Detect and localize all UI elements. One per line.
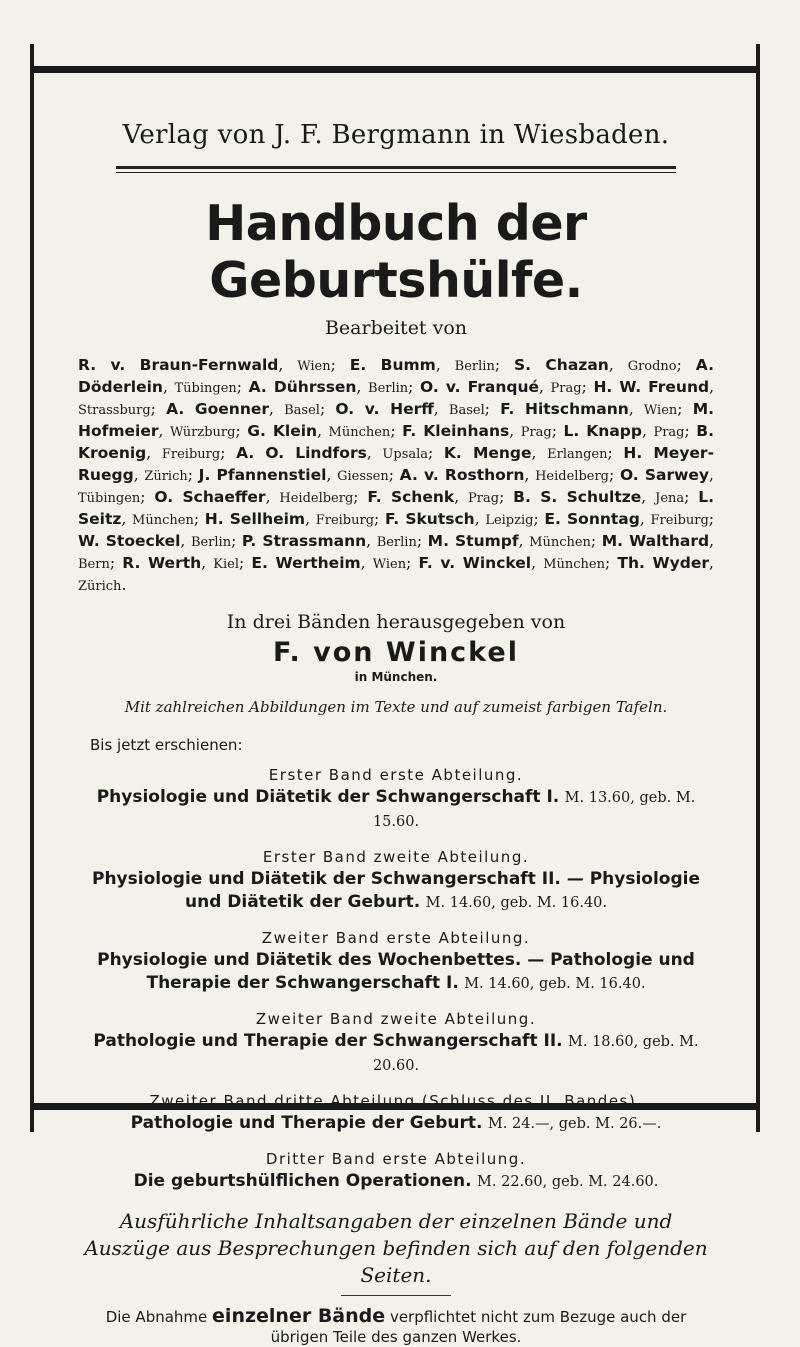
contributor-place: Berlin xyxy=(368,381,409,396)
contributor-name: M. Stumpf xyxy=(427,532,519,550)
contributor-name: E. Sonntag xyxy=(544,510,640,528)
contributor-name: B. S. Schultze xyxy=(513,488,642,506)
volume-price: M. 22.60, geb. M. 24.60. xyxy=(477,1174,659,1190)
contributor-place: Berlin xyxy=(376,535,417,550)
contributor-place: Freiburg xyxy=(161,447,221,462)
frame-top-border xyxy=(30,66,760,73)
volume-entry xyxy=(78,1112,714,1136)
contributor-name: R. Werth xyxy=(122,554,202,572)
volume-price: M. 14.60, geb. M. 16.40. xyxy=(425,895,607,911)
contributor-place: Berlin xyxy=(454,359,495,374)
frame-right-border xyxy=(756,66,760,1110)
double-rule-divider xyxy=(116,166,676,173)
volume-entry xyxy=(78,1030,714,1078)
contributor-name: J. Pfannenstiel xyxy=(198,466,327,484)
volume-label: Erster Band erste Abteilung. xyxy=(268,766,524,784)
contributor-name: L. Knapp xyxy=(563,422,642,440)
footer-note xyxy=(78,1306,714,1347)
contributor-place: Erlangen xyxy=(547,447,608,462)
contributor-place: Wien xyxy=(372,557,407,572)
contributor-place: Freiburg xyxy=(315,513,375,528)
contributor-name: R. v. Braun-Fernwald xyxy=(78,356,279,374)
contributor-place: Würzburg xyxy=(169,425,236,440)
contributors-list: R. v. Braun-Fernwald, Wien; E. Bumm, Berlin; S. Chazan, Grodno; A. Döderlein, Tübingen; A. Dührssen, Berlin; O. v. Franqué, Prag; H. W. Freund, Strassburg; A. Goenner, Basel; O. v. Herff, Basel; F. Hitschmann, Wien; M. Hofmeier, Würzburg; G. Klein, München; F. Kleinhans, Prag; L. Knapp, Prag; B. Kroenig, Freiburg; A. O. Lindfors, Upsala; K. Menge, Erlangen; H. Meyer-Ruegg, Zürich; J. Pfannenstiel, Giessen; A. v. Rosthorn, Heidelberg; O. Sarwey, Tübingen; O. Schaeffer, Heidelberg; F. Schenk, Prag; B. S. Schultze, Jena; L. Seitz, München; H. Sellheim, Freiburg; F. Skutsch, Leipzig; E. Sonntag, Freiburg; W. Stoeckel, Berlin; P. Strassmann, Berlin; M. Stumpf, München; M. Walthard, Bern; R. Werth, Kiel; E. Wertheim, Wien; F. v. Winckel, München; Th. Wyder, Zürich. xyxy=(78,356,715,594)
contributor-place: Zürich xyxy=(78,579,122,594)
editor-place: in München. xyxy=(354,670,438,684)
volume-label: Zweiter Band erste Abteilung. xyxy=(261,929,531,947)
contributor-name: A. Goenner xyxy=(166,400,270,418)
contributor-place: Leipzig xyxy=(485,513,534,528)
volume-label: Dritter Band erste Abteilung. xyxy=(265,1150,527,1168)
contributor-name: O. v. Franqué xyxy=(420,378,539,396)
contributor-place: Kiel xyxy=(213,557,239,572)
short-rule-divider xyxy=(341,1295,451,1296)
contributor-place: Giessen xyxy=(337,469,389,484)
contributor-name: S. Chazan xyxy=(513,356,609,374)
contributor-name: F. v. Winckel xyxy=(418,554,532,572)
contributor-place: Prag xyxy=(468,491,500,506)
contributor-place: Strassburg xyxy=(78,403,151,418)
contributor-name: W. Stoeckel xyxy=(78,532,181,550)
contents-note: Ausführliche Inhaltsangaben der einzelnen Bände und Auszüge aus Besprechungen befinden sich auf den folgenden Seiten. xyxy=(84,1209,708,1287)
footer-post: verpflichtet nicht zum Bezuge auch der übrigen Teile des ganzen Werkes. xyxy=(270,1308,687,1346)
volume-entry xyxy=(78,949,714,996)
contributor-place: München xyxy=(543,557,605,572)
corner-mark xyxy=(30,1108,34,1132)
contributor-name: K. Menge xyxy=(443,444,532,462)
contributor-place: Freiburg xyxy=(650,513,709,528)
advertisement-page xyxy=(78,120,714,1347)
contributor-place: Prag xyxy=(550,381,582,396)
volume-title: Physiologie und Diätetik des Wochenbettes. — Pathologie und Therapie der Schwangerschaft I. xyxy=(97,950,695,993)
contributor-place: Prag xyxy=(520,425,552,440)
editor-intro: In drei Bänden herausgegeben von xyxy=(226,611,566,633)
volume-title: Die geburtshülflichen Operationen. xyxy=(133,1171,472,1191)
contributor-name: M. Hofmeier xyxy=(78,400,714,440)
volume-title: Pathologie und Therapie der Schwangerschaft II. xyxy=(93,1031,563,1051)
contributor-place: München xyxy=(328,425,391,440)
contributor-name: L. Seitz xyxy=(78,488,715,528)
contributor-name: F. Kleinhans xyxy=(402,422,510,440)
volume-price: M. 13.60, geb. M. 15.60. xyxy=(372,790,696,830)
contributor-place: Jena xyxy=(655,491,685,506)
contributor-name: G. Klein xyxy=(247,422,318,440)
contributor-name: O. Sarwey xyxy=(619,466,710,484)
contributor-name: B. Kroenig xyxy=(78,422,714,462)
volume-entry xyxy=(78,868,714,915)
contributor-name: A. Döderlein xyxy=(78,356,714,396)
volume-title: Pathologie und Therapie der Geburt. xyxy=(130,1113,483,1133)
book-title: Handbuch der Geburtshülfe. xyxy=(205,195,587,309)
volumes-list xyxy=(78,766,714,1194)
volume-entry xyxy=(78,1170,714,1194)
contributor-name: P. Strassmann xyxy=(241,532,367,550)
contributor-place: Heidelberg xyxy=(535,469,610,484)
contributor-place: München xyxy=(529,535,591,550)
subtitle: Bearbeitet von xyxy=(324,317,468,339)
published-so-far-heading: Bis jetzt erschienen: xyxy=(90,736,243,754)
contributor-place: Wien xyxy=(643,403,678,418)
volume-title: Physiologie und Diätetik der Schwangerschaft II. — Physiologie und Diätetik der Geburt. xyxy=(92,869,700,912)
contributor-place: Wien xyxy=(297,359,331,374)
contributor-name: O. v. Herff xyxy=(335,400,434,418)
contributor-name: A. v. Rosthorn xyxy=(399,466,525,484)
illustrations-note: Mit zahlreichen Abbildungen im Texte und auf zumeist farbigen Tafeln. xyxy=(124,698,668,716)
volume-label: Zweiter Band zweite Abteilung. xyxy=(255,1010,537,1028)
volume-label: Zweiter Band dritte Abteilung (Schluss des II. Bandes). xyxy=(149,1092,643,1110)
volume-price: M. 14.60, geb. M. 16.40. xyxy=(464,976,646,992)
contributor-place: Tübingen xyxy=(174,381,237,396)
contributor-name: H. Meyer-Ruegg xyxy=(78,444,715,484)
frame-left-border xyxy=(30,66,34,1110)
volume-label: Erster Band zweite Abteilung. xyxy=(262,848,530,866)
contributor-place: Basel xyxy=(284,403,320,418)
contributor-name: M. Walthard xyxy=(601,532,710,550)
volume-title: Physiologie und Diätetik der Schwangerschaft I. xyxy=(96,787,560,807)
footer-bold: einzelner Bände xyxy=(212,1305,386,1327)
contributor-name: A. O. Lindfors xyxy=(236,444,367,462)
contributor-place: Prag xyxy=(653,425,685,440)
contributor-place: Heidelberg xyxy=(279,491,354,506)
contributor-name: E. Bumm xyxy=(349,356,436,374)
contributor-name: O. Schaeffer xyxy=(154,488,266,506)
contributor-name: F. Hitschmann xyxy=(500,400,629,418)
contributor-name: F. Skutsch xyxy=(384,510,475,528)
publisher-line: Verlag von J. F. Bergmann in Wiesbaden. xyxy=(122,120,670,150)
corner-mark xyxy=(756,44,760,68)
contributor-place: Berlin xyxy=(190,535,232,550)
contributor-place: München xyxy=(132,513,194,528)
corner-mark xyxy=(30,44,34,68)
contributor-name: F. Schenk xyxy=(367,488,455,506)
editor-name: F. von Winckel xyxy=(273,637,519,668)
contributor-name: A. Dührssen xyxy=(248,378,357,396)
corner-mark xyxy=(756,1108,760,1132)
footer-pre: Die Abnahme xyxy=(105,1308,208,1326)
contributor-place: Basel xyxy=(448,403,485,418)
contributor-place: Upsala xyxy=(382,447,429,462)
contributor-name: E. Wertheim xyxy=(251,554,361,572)
contributor-name: H. W. Freund xyxy=(593,378,710,396)
contributor-place: Zürich xyxy=(144,469,188,484)
contributor-place: Tübingen xyxy=(78,491,141,506)
contributor-name: H. Sellheim xyxy=(204,510,306,528)
volume-entry xyxy=(78,786,714,834)
volume-price: M. 18.60, geb. M. 20.60. xyxy=(372,1034,699,1074)
contributor-name: Th. Wyder xyxy=(617,554,710,572)
contributor-place: Grodno xyxy=(627,359,677,374)
volume-price: M. 24.—, geb. M. 26.—. xyxy=(487,1116,662,1132)
contributor-place: Bern xyxy=(78,557,110,572)
